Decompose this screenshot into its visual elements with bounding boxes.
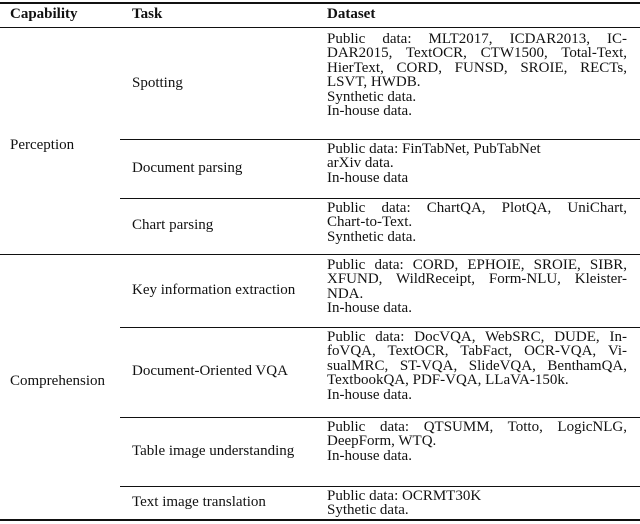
dataset-line: Public data: DocVQA, WebSRC, DUDE, In- xyxy=(327,329,627,345)
dataset-line: HierText, CORD, FUNSD, SROIE, RECTs, xyxy=(327,59,627,76)
header-task: Task xyxy=(132,6,163,22)
dataset-line: Synthetic data. xyxy=(327,228,417,245)
dataset-cell xyxy=(327,201,627,244)
row-rule xyxy=(0,254,640,255)
dataset-line: sualMRC, ST-VQA, SlideVQA, BenthamQA, xyxy=(327,357,627,374)
dataset-line: In-house data. xyxy=(327,300,412,317)
dataset-line: foVQA, TextOCR, TabFact, OCR-VQA, Vi- xyxy=(327,343,627,360)
dataset-cell xyxy=(327,420,627,463)
row-rule xyxy=(120,327,640,328)
row-rule xyxy=(120,198,640,199)
dataset-line: Sythetic data. xyxy=(327,502,409,519)
dataset-line: DeepForm, WTQ. xyxy=(327,433,437,450)
row-rule xyxy=(120,486,640,487)
capability-perception: Perception xyxy=(10,137,75,153)
dataset-line: DAR2015, TextOCR, CTW1500, Total-Text, xyxy=(327,45,627,62)
dataset-line: In-house data. xyxy=(327,447,412,464)
task-cell: Chart parsing xyxy=(132,217,214,233)
dataset-line: Chart-to-Text. xyxy=(327,214,413,231)
dataset-cell xyxy=(327,489,627,518)
dataset-line: Public data: MLT2017, ICDAR2013, IC- xyxy=(327,31,627,47)
capability-comprehension: Comprehension xyxy=(10,373,105,389)
dataset-cell xyxy=(327,330,627,402)
row-rule xyxy=(120,417,640,418)
dataset-line: TextbookQA, PDF-VQA, LLaVA-150k. xyxy=(327,372,569,389)
dataset-line: LSVT, HWDB. xyxy=(327,74,421,91)
dataset-line: Public data: ChartQA, PlotQA, UniChart, xyxy=(327,200,627,216)
task-cell: Key information extraction xyxy=(132,282,296,298)
dataset-line: Public data: CORD, EPHOIE, SROIE, SIBR, xyxy=(327,257,627,273)
dataset-line: Public data: OCRMT30K xyxy=(327,488,482,504)
header-dataset: Dataset xyxy=(327,6,376,22)
header-rule xyxy=(0,27,640,28)
dataset-line: Public data: FinTabNet, PubTabNet xyxy=(327,141,541,157)
task-cell: Table image understanding xyxy=(132,442,295,459)
dataset-line: Synthetic data. xyxy=(327,88,417,105)
dataset-line: In-house data xyxy=(327,169,409,186)
top-rule xyxy=(0,2,640,4)
row-rule xyxy=(120,139,640,140)
task-cell: Document parsing xyxy=(132,159,243,176)
dataset-line: Public data: QTSUMM, Totto, LogicNLG, xyxy=(327,419,627,435)
task-cell: Document-Oriented VQA xyxy=(132,363,288,379)
dataset-line: In-house data. xyxy=(327,103,412,120)
dataset-cell xyxy=(327,142,627,185)
header-capability: Capability xyxy=(10,6,78,22)
task-cell: Spotting xyxy=(132,75,183,91)
task-cell: Text image translation xyxy=(132,493,266,510)
bottom-rule xyxy=(0,519,640,521)
dataset-cell xyxy=(327,32,627,118)
dataset-line: In-house data. xyxy=(327,386,412,403)
dataset-cell xyxy=(327,258,627,316)
dataset-line: NDA. xyxy=(327,285,364,302)
dataset-line: arXiv data. xyxy=(327,155,394,172)
dataset-line: XFUND, WildReceipt, Form-NLU, Kleister- xyxy=(327,271,627,288)
